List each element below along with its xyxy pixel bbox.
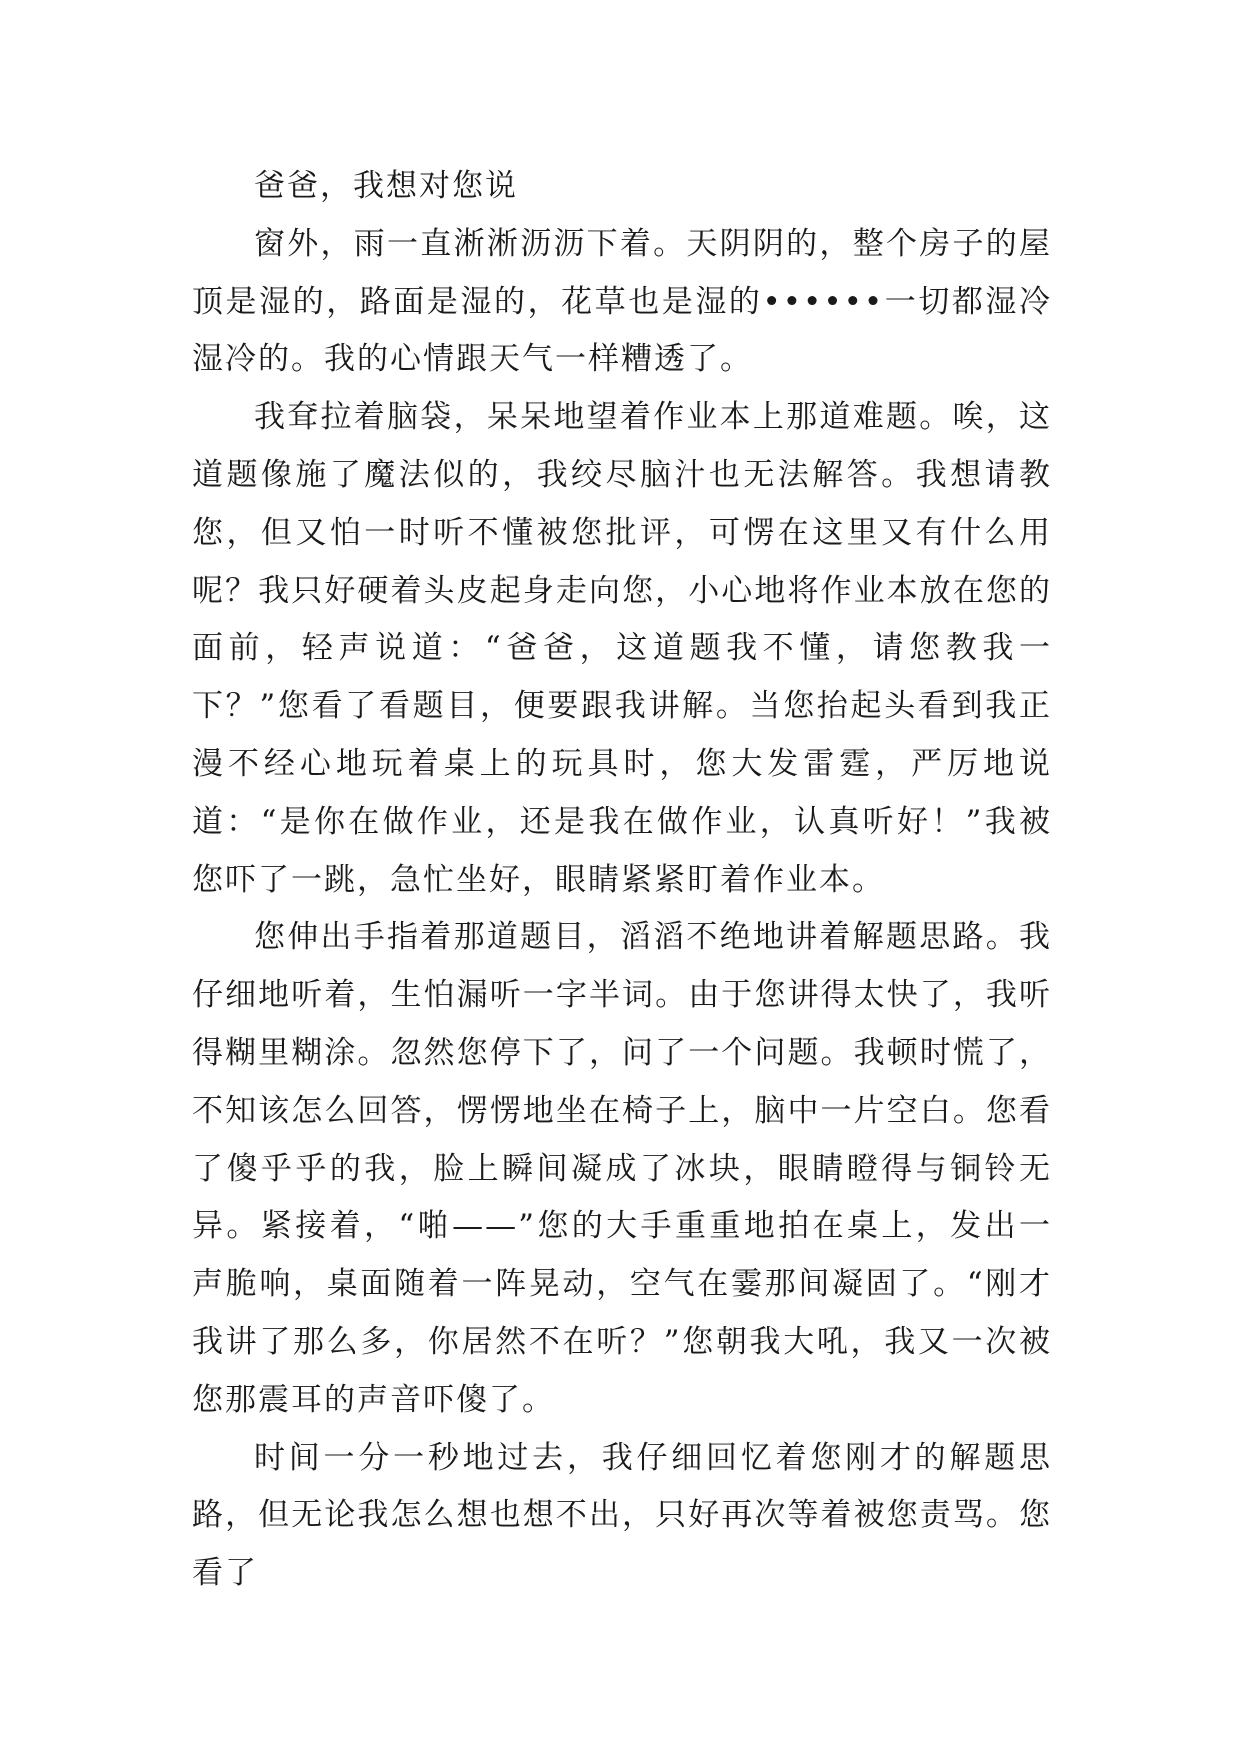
essay-body bbox=[192, 158, 1052, 1603]
paragraph-4: 时间一分一秒地过去，我仔细回忆着您刚才的解题思路，但无论我怎么想也想不出，只好再次等着被您责骂。您看了 bbox=[192, 1439, 1052, 1592]
paragraph-2: 我耷拉着脑袋，呆呆地望着作业本上那道难题。唉，这道题像施了魔法似的，我绞尽脑汁也无法解答。我想请教您，但又怕一时听不懂被您批评，可愣在这里又有什么用呢？我只好硬着头皮起身走向您，小心地将作业本放在您的面前，轻声说道：“爸爸，这道题我不懂，请您教我一下？”您看了看题目，便要跟我讲解。当您抬起头看到我正漫不经心地玩着桌上的玩具时，您大发雷霆，严厉地说道：“是你在做作业，还是我在做作业，认真听好！”我被您吓了一跳，急忙坐好，眼睛紧紧盯着作业本。 bbox=[192, 399, 1052, 898]
paragraph-3: 您伸出手指着那道题目，滔滔不绝地讲着解题思路。我仔细地听着，生怕漏听一字半词。由于您讲得太快了，我听得糊里糊涂。忽然您停下了，问了一个问题。我顿时慌了，不知该怎么回答，愣愣地坐在椅子上，脑中一片空白。您看了傻乎乎的我，脸上瞬间凝成了冰块，眼睛瞪得与铜铃无异。紧接着，“啪——”您的大手重重地拍在桌上，发出一声脆响，桌面随着一阵晃动，空气在霎那间凝固了。“刚才我讲了那么多，你居然不在听？”您朝我大吼，我又一次被您那震耳的声音吓傻了。 bbox=[192, 919, 1052, 1418]
paragraph-1: 窗外，雨一直淅淅沥沥下着。天阴阴的，整个房子的屋顶是湿的，路面是湿的，花草也是湿的••••••一切都湿冷湿冷的。我的心情跟天气一样糟透了。 bbox=[192, 225, 1052, 378]
essay-title: 爸爸，我想对您说 bbox=[254, 168, 518, 204]
